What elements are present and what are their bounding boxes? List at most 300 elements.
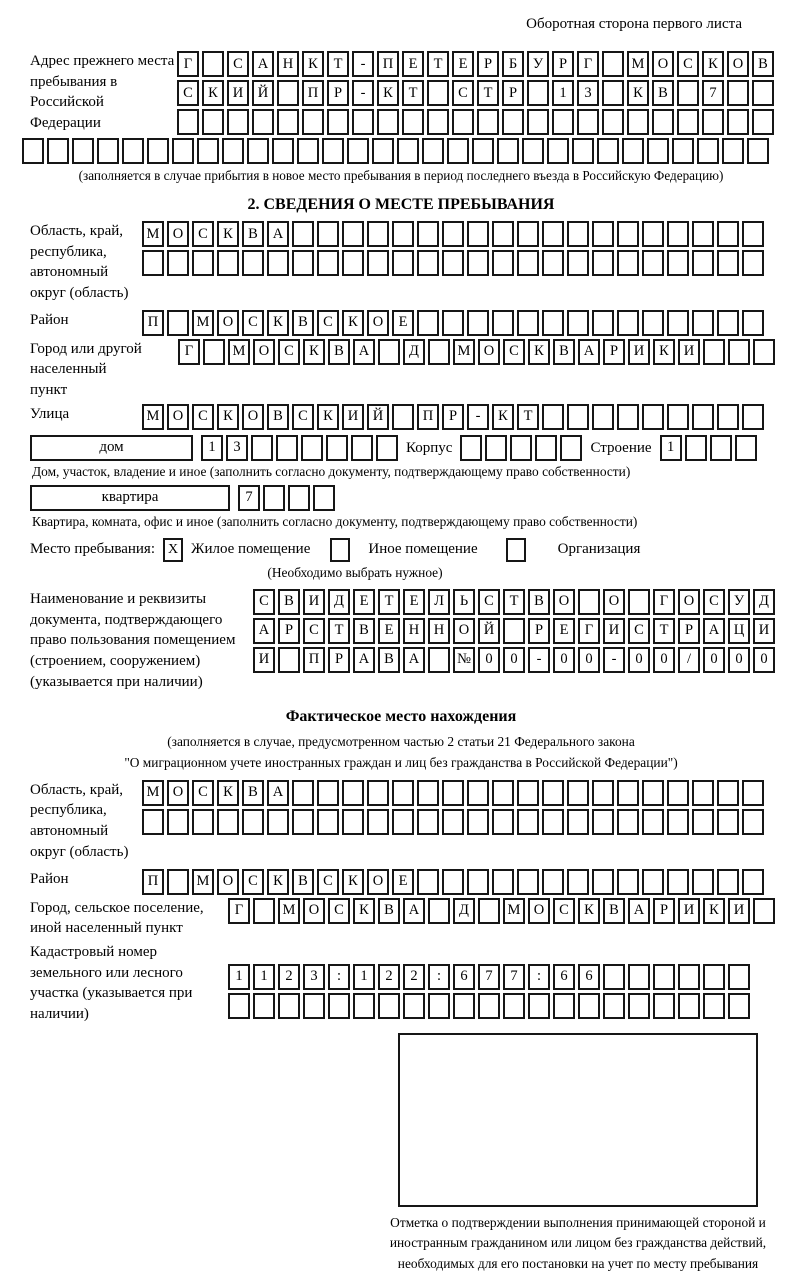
grid-cell <box>642 404 664 430</box>
grid-cell <box>377 109 399 135</box>
prev-address-grid <box>177 51 774 135</box>
grid-cell <box>517 310 539 336</box>
grid-cell <box>147 138 169 164</box>
grid-cell <box>517 809 539 835</box>
grid-cell <box>717 221 739 247</box>
grid-cell: С <box>303 618 325 644</box>
grid-cell: В <box>292 310 314 336</box>
grid-cell <box>247 138 269 164</box>
zhiloe-checkbox: X <box>163 538 183 562</box>
grid-cell: Т <box>427 51 449 77</box>
grid-cell <box>447 138 469 164</box>
grid-cell <box>617 250 639 276</box>
grid-cell <box>642 221 664 247</box>
grid-cell <box>627 109 649 135</box>
grid-cell <box>667 780 689 806</box>
grid-cell <box>442 869 464 895</box>
grid-cell: А <box>703 618 725 644</box>
grid-cell: Е <box>403 589 425 615</box>
oblast-row-2 <box>142 250 764 276</box>
grid-cell <box>603 964 625 990</box>
ulitsa-block <box>30 404 772 430</box>
grid-cell <box>667 221 689 247</box>
grid-cell <box>567 780 589 806</box>
grid-cell <box>492 780 514 806</box>
grid-cell: А <box>353 339 375 365</box>
grid-cell <box>342 250 364 276</box>
grid-cell: А <box>267 221 289 247</box>
grid-cell <box>717 809 739 835</box>
grid-cell: 0 <box>628 647 650 673</box>
grid-cell: С <box>177 80 199 106</box>
grid-cell <box>672 138 694 164</box>
grid-cell: И <box>728 898 750 924</box>
grid-cell: А <box>403 647 425 673</box>
grid-cell <box>263 485 285 511</box>
grid-cell <box>717 404 739 430</box>
grid-cell <box>628 993 650 1019</box>
grid-cell: С <box>677 51 699 77</box>
kadastr-row-1 <box>228 964 750 990</box>
grid-cell <box>485 435 507 461</box>
grid-cell <box>722 138 744 164</box>
grid-cell <box>628 589 650 615</box>
grid-cell: Е <box>378 618 400 644</box>
document-row-2 <box>253 618 775 644</box>
stroenie-label: Строение <box>590 439 652 456</box>
document-row-3 <box>253 647 775 673</box>
inoe-label: Иное помещение <box>368 541 478 558</box>
grid-cell <box>692 221 714 247</box>
grid-cell <box>592 221 614 247</box>
grid-cell: П <box>303 647 325 673</box>
grid-cell <box>342 221 364 247</box>
grid-cell: Д <box>328 589 350 615</box>
inoe-checkbox <box>330 538 350 562</box>
grid-cell: Е <box>392 310 414 336</box>
grid-cell <box>577 109 599 135</box>
grid-cell: И <box>678 898 700 924</box>
grid-cell <box>242 809 264 835</box>
grid-cell <box>717 780 739 806</box>
grid-cell: Р <box>552 51 574 77</box>
grid-cell: Р <box>502 80 524 106</box>
grid-cell <box>692 250 714 276</box>
grid-cell <box>617 404 639 430</box>
grid-cell <box>597 138 619 164</box>
grid-cell: Р <box>278 618 300 644</box>
grid-cell <box>302 109 324 135</box>
grid-cell: О <box>603 589 625 615</box>
grid-cell <box>617 809 639 835</box>
grid-cell: К <box>303 339 325 365</box>
grid-cell <box>753 898 775 924</box>
grid-cell: Р <box>328 647 350 673</box>
stroenie-cells <box>660 435 757 461</box>
grid-cell: А <box>403 898 425 924</box>
grid-cell: О <box>553 589 575 615</box>
section2-title: 2. СВЕДЕНИЯ О МЕСТЕ ПРЕБЫВАНИЯ <box>247 196 555 213</box>
grid-cell: 7 <box>238 485 260 511</box>
grid-cell <box>727 109 749 135</box>
grid-cell <box>351 435 373 461</box>
grid-cell <box>702 109 724 135</box>
grid-cell: К <box>528 339 550 365</box>
grid-cell <box>353 993 375 1019</box>
grid-cell: 0 <box>503 647 525 673</box>
grid-cell <box>717 250 739 276</box>
kadastr-row-2 <box>228 993 750 1019</box>
grid-cell: О <box>167 221 189 247</box>
factual-oblast-row-1 <box>142 780 764 806</box>
grid-cell <box>617 869 639 895</box>
kvartira-box: квартира <box>30 485 230 511</box>
grid-cell: М <box>503 898 525 924</box>
korpus-cells <box>460 435 582 461</box>
grid-cell <box>417 780 439 806</box>
grid-cell: 0 <box>553 647 575 673</box>
grid-cell <box>653 964 675 990</box>
grid-cell: № <box>453 647 475 673</box>
grid-cell: Е <box>402 51 424 77</box>
grid-cell: Й <box>478 618 500 644</box>
grid-cell: - <box>352 80 374 106</box>
grid-cell <box>642 250 664 276</box>
grid-cell <box>578 993 600 1019</box>
grid-cell: И <box>303 589 325 615</box>
grid-cell: / <box>678 647 700 673</box>
grid-cell: Е <box>353 589 375 615</box>
grid-cell <box>522 138 544 164</box>
grid-cell <box>752 109 774 135</box>
grid-cell <box>392 809 414 835</box>
grid-cell: С <box>628 618 650 644</box>
grid-cell: Г <box>653 589 675 615</box>
grid-cell <box>217 250 239 276</box>
grid-cell: Г <box>577 51 599 77</box>
grid-cell: В <box>603 898 625 924</box>
stamp-caption: Отметка о подтверждении выполнения принимающей стороной и иностранным гражданином или лицом без гражданства действий, необходимых для его постановки на учет по месту пребывания <box>389 1214 767 1272</box>
grid-cell: П <box>377 51 399 77</box>
grid-cell <box>442 250 464 276</box>
grid-cell <box>677 109 699 135</box>
document-block <box>30 589 772 692</box>
grid-cell: О <box>303 898 325 924</box>
grid-cell <box>592 809 614 835</box>
gorod-label: Город или другой населенный пункт <box>30 340 142 399</box>
grid-cell <box>277 80 299 106</box>
grid-cell <box>352 109 374 135</box>
grid-cell: М <box>142 780 164 806</box>
grid-cell <box>327 109 349 135</box>
grid-cell: - <box>528 647 550 673</box>
grid-cell: Г <box>178 339 200 365</box>
grid-cell <box>251 435 273 461</box>
grid-cell: В <box>292 869 314 895</box>
rayon-row <box>142 310 764 336</box>
grid-cell: 2 <box>278 964 300 990</box>
grid-cell <box>602 80 624 106</box>
grid-cell <box>592 404 614 430</box>
grid-cell <box>747 138 769 164</box>
grid-cell <box>428 993 450 1019</box>
grid-cell: Г <box>177 51 199 77</box>
grid-cell: Р <box>442 404 464 430</box>
grid-cell: К <box>217 780 239 806</box>
grid-cell: В <box>752 51 774 77</box>
grid-cell <box>667 809 689 835</box>
grid-cell: Т <box>327 51 349 77</box>
grid-cell: В <box>278 589 300 615</box>
grid-cell <box>728 964 750 990</box>
grid-cell <box>678 964 700 990</box>
grid-cell <box>517 221 539 247</box>
grid-cell: И <box>678 339 700 365</box>
grid-cell <box>492 310 514 336</box>
grid-cell <box>527 109 549 135</box>
oblast-block <box>30 221 772 304</box>
grid-cell: А <box>628 898 650 924</box>
grid-cell: Й <box>367 404 389 430</box>
grid-cell: Д <box>403 339 425 365</box>
grid-cell: Й <box>252 80 274 106</box>
grid-cell: Л <box>428 589 450 615</box>
grid-cell: Т <box>378 589 400 615</box>
grid-cell: Е <box>392 869 414 895</box>
grid-cell <box>642 809 664 835</box>
dom-box: дом <box>30 435 193 461</box>
grid-cell <box>317 809 339 835</box>
grid-cell: К <box>492 404 514 430</box>
page-side-note: Оборотная сторона первого листа <box>526 16 742 32</box>
grid-cell: С <box>192 780 214 806</box>
grid-cell <box>253 993 275 1019</box>
grid-cell: С <box>242 869 264 895</box>
grid-cell: К <box>653 339 675 365</box>
grid-cell: С <box>317 310 339 336</box>
grid-cell <box>192 809 214 835</box>
grid-cell <box>417 250 439 276</box>
grid-cell <box>692 404 714 430</box>
grid-cell <box>567 809 589 835</box>
grid-cell <box>667 250 689 276</box>
grid-cell <box>703 339 725 365</box>
grid-cell: У <box>728 589 750 615</box>
kadastr-label: Кадастровый номер земельного или лесного участка (указывается при наличии) <box>30 943 193 1022</box>
grid-cell: С <box>503 339 525 365</box>
grid-cell: Е <box>553 618 575 644</box>
grid-cell <box>326 435 348 461</box>
rayon-block <box>30 310 772 336</box>
grid-cell <box>177 109 199 135</box>
grid-cell: П <box>417 404 439 430</box>
grid-cell: О <box>217 310 239 336</box>
grid-cell <box>717 869 739 895</box>
grid-cell <box>677 80 699 106</box>
grid-cell <box>47 138 69 164</box>
grid-cell <box>727 80 749 106</box>
grid-cell: К <box>342 310 364 336</box>
dom-block <box>30 435 772 461</box>
grid-cell: О <box>678 589 700 615</box>
grid-cell <box>227 109 249 135</box>
grid-cell <box>428 647 450 673</box>
grid-cell: С <box>278 339 300 365</box>
grid-cell: 3 <box>303 964 325 990</box>
grid-cell <box>472 138 494 164</box>
grid-cell <box>728 993 750 1019</box>
grid-cell <box>322 138 344 164</box>
grid-cell <box>417 809 439 835</box>
grid-cell <box>542 869 564 895</box>
grid-cell: Ц <box>728 618 750 644</box>
grid-cell <box>572 138 594 164</box>
grid-cell: К <box>217 221 239 247</box>
grid-cell <box>442 809 464 835</box>
grid-cell: Р <box>603 339 625 365</box>
grid-cell <box>392 250 414 276</box>
zhiloe-label: Жилое помещение <box>191 541 311 558</box>
grid-cell <box>372 138 394 164</box>
grid-cell <box>567 310 589 336</box>
grid-cell: 1 <box>253 964 275 990</box>
grid-cell: О <box>478 339 500 365</box>
grid-cell <box>242 250 264 276</box>
grid-cell <box>301 435 323 461</box>
grid-cell: О <box>652 51 674 77</box>
grid-cell <box>228 993 250 1019</box>
grid-cell <box>735 435 757 461</box>
grid-cell <box>392 780 414 806</box>
grid-cell <box>528 993 550 1019</box>
grid-cell: Р <box>653 898 675 924</box>
grid-cell <box>297 138 319 164</box>
grid-cell: 0 <box>753 647 775 673</box>
grid-cell: Т <box>328 618 350 644</box>
grid-cell <box>710 435 732 461</box>
org-label: Организация <box>557 541 641 558</box>
prev-address-block <box>30 51 772 135</box>
grid-cell <box>288 485 310 511</box>
grid-cell <box>292 250 314 276</box>
grid-cell <box>317 221 339 247</box>
grid-cell <box>617 310 639 336</box>
grid-cell: С <box>703 589 725 615</box>
grid-cell <box>492 869 514 895</box>
grid-cell <box>442 780 464 806</box>
grid-cell <box>167 809 189 835</box>
grid-cell: С <box>253 589 275 615</box>
grid-cell: Н <box>277 51 299 77</box>
grid-cell <box>617 780 639 806</box>
grid-cell: О <box>727 51 749 77</box>
grid-cell: 0 <box>478 647 500 673</box>
grid-cell: 2 <box>403 964 425 990</box>
grid-cell: : <box>528 964 550 990</box>
grid-cell <box>467 780 489 806</box>
grid-cell <box>703 964 725 990</box>
grid-cell <box>667 310 689 336</box>
mesto-block <box>30 538 772 562</box>
oblast-row-1 <box>142 221 764 247</box>
grid-cell: К <box>267 310 289 336</box>
kvartira-caption: Квартира, комната, офис и иное (заполнить согласно документу, подтверждающему право собственности) <box>32 513 638 529</box>
grid-cell <box>622 138 644 164</box>
grid-cell: Т <box>503 589 525 615</box>
grid-cell: И <box>753 618 775 644</box>
grid-cell: 0 <box>653 647 675 673</box>
grid-cell <box>517 250 539 276</box>
grid-cell: С <box>452 80 474 106</box>
grid-cell: К <box>377 80 399 106</box>
grid-cell <box>578 589 600 615</box>
grid-cell: 1 <box>228 964 250 990</box>
grid-cell <box>602 109 624 135</box>
grid-cell: О <box>367 310 389 336</box>
grid-cell: А <box>267 780 289 806</box>
prev-address-row-2 <box>177 80 774 106</box>
grid-cell <box>276 435 298 461</box>
grid-cell: О <box>453 618 475 644</box>
factual-oblast-label: Область, край, республика, автономный округ (область) <box>30 781 129 860</box>
grid-cell: 1 <box>660 435 682 461</box>
grid-cell: Р <box>327 80 349 106</box>
grid-cell: В <box>553 339 575 365</box>
grid-cell: С <box>192 404 214 430</box>
prev-address-row-4 <box>22 138 772 164</box>
grid-cell: 1 <box>353 964 375 990</box>
grid-cell <box>342 780 364 806</box>
grid-cell <box>347 138 369 164</box>
grid-cell <box>202 51 224 77</box>
grid-cell <box>517 780 539 806</box>
grid-cell <box>542 780 564 806</box>
grid-cell <box>417 310 439 336</box>
grid-cell: К <box>302 51 324 77</box>
grid-cell: К <box>202 80 224 106</box>
grid-cell: Т <box>477 80 499 106</box>
stamp-box <box>398 1033 758 1207</box>
grid-cell <box>742 809 764 835</box>
grid-cell: 6 <box>578 964 600 990</box>
grid-cell: П <box>142 310 164 336</box>
grid-cell: 1 <box>201 435 223 461</box>
grid-cell <box>453 993 475 1019</box>
grid-cell <box>277 109 299 135</box>
grid-cell: В <box>378 647 400 673</box>
grid-cell: - <box>603 647 625 673</box>
grid-cell: М <box>192 869 214 895</box>
grid-cell: 7 <box>478 964 500 990</box>
grid-cell: С <box>317 869 339 895</box>
grid-cell: В <box>242 221 264 247</box>
grid-cell: : <box>328 964 350 990</box>
grid-cell <box>617 221 639 247</box>
grid-cell <box>492 250 514 276</box>
grid-cell: К <box>702 51 724 77</box>
grid-cell: Р <box>528 618 550 644</box>
dom-cells <box>201 435 398 461</box>
ulitsa-row <box>142 404 764 430</box>
grid-cell: В <box>652 80 674 106</box>
grid-cell <box>467 869 489 895</box>
grid-cell <box>503 618 525 644</box>
grid-cell <box>647 138 669 164</box>
grid-cell: Н <box>403 618 425 644</box>
grid-cell <box>397 138 419 164</box>
grid-cell: В <box>378 898 400 924</box>
grid-cell <box>222 138 244 164</box>
